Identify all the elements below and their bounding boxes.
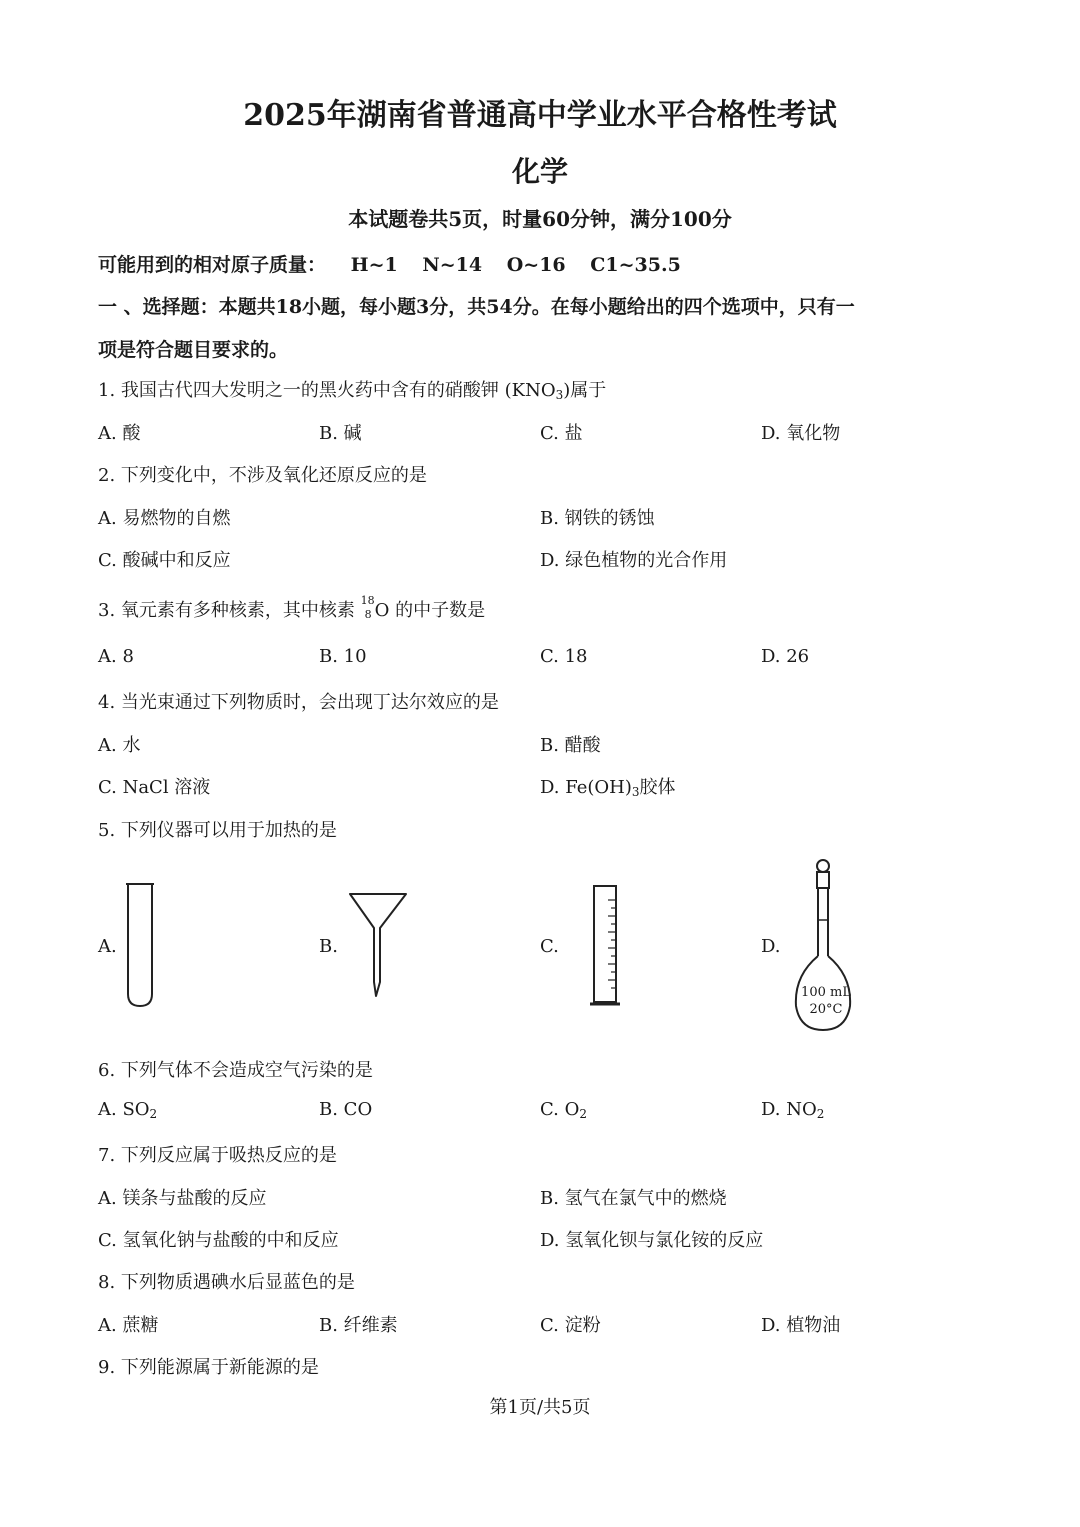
q3-option-c[interactable]: C. 18 <box>540 646 588 667</box>
exam-title: 2025年湖南省普通高中学业水平合格性考试 <box>243 98 837 133</box>
isotope-mass-number: 18 <box>360 594 375 607</box>
q4-option-c[interactable]: C. NaCl 溶液 <box>98 777 211 798</box>
atomic-mass-n: N~14 <box>422 254 483 276</box>
q4-option-a[interactable]: A. 水 <box>98 735 141 756</box>
q2-option-c[interactable]: C. 酸碱中和反应 <box>98 550 231 571</box>
atomic-mass-label: 可能用到的相对原子质量： <box>98 254 327 276</box>
q7-option-b[interactable]: B. 氢气在氯气中的燃烧 <box>540 1188 727 1209</box>
q4-option-b[interactable]: B. 醋酸 <box>540 735 601 756</box>
q3-option-d[interactable]: D. 26 <box>761 646 810 667</box>
q8-option-b[interactable]: B. 纤维素 <box>319 1315 398 1336</box>
q2-option-a[interactable]: A. 易燃物的自燃 <box>98 508 231 529</box>
q7-option-c[interactable]: C. 氢氧化钠与盐酸的中和反应 <box>98 1230 339 1251</box>
section-heading-line2: 项是符合题目要求的。 <box>98 339 289 361</box>
q1-option-c[interactable]: C. 盐 <box>540 423 583 444</box>
q7-option-a[interactable]: A. 镁条与盐酸的反应 <box>98 1188 267 1209</box>
q1-option-d[interactable]: D. 氧化物 <box>761 423 841 444</box>
q8-option-c[interactable]: C. 淀粉 <box>540 1315 601 1336</box>
exam-info: 本试题卷共5页，时量60分钟，满分100分 <box>348 207 732 231</box>
section-heading-line1: 一 、选择题：本题共18小题，每小题3分，共54分。在每小题给出的四个选项中，只有一 <box>98 296 855 318</box>
atomic-mass-o: O~16 <box>506 254 566 276</box>
atomic-mass-line <box>98 250 681 277</box>
q3-option-b[interactable]: B. 10 <box>319 646 367 667</box>
graduated-cylinder-icon <box>586 880 626 1010</box>
question-1-stem <box>98 376 606 402</box>
question-5-stem: 5. 下列仪器可以用于加热的是 <box>98 820 337 841</box>
question-7-stem: 7. 下列反应属于吸热反应的是 <box>98 1145 337 1166</box>
isotope-atomic-number: 8 <box>364 608 372 621</box>
q6-option-c-text: C. O <box>540 1099 580 1120</box>
q4-option-d[interactable] <box>540 773 676 799</box>
q6-option-b[interactable]: B. CO <box>319 1099 373 1120</box>
q6-option-c-sub: 2 <box>579 1107 587 1121</box>
flask-volume-label: 100 mL <box>801 985 851 1000</box>
q4-option-d-formula: D. Fe(OH) <box>540 777 632 798</box>
q4-option-d-text: 胶体 <box>639 777 676 798</box>
q8-option-d[interactable]: D. 植物油 <box>761 1315 841 1336</box>
subject-title: 化学 <box>511 155 568 188</box>
q3-option-a[interactable]: A. 8 <box>98 646 134 667</box>
atomic-mass-h: H~1 <box>350 254 398 276</box>
question-9-stem: 9. 下列能源属于新能源的是 <box>98 1357 319 1378</box>
question-3-stem <box>98 596 485 622</box>
q6-option-d-text: D. NO <box>761 1099 817 1120</box>
q3-stem-end: 的中子数是 <box>395 600 486 621</box>
page-footer: 第1页/共5页 <box>489 1397 591 1418</box>
q1-stem-sub: 3 <box>555 388 564 402</box>
q1-stem-part: 1. 我国古代四大发明之一的黑火药中含有的硝酸钾 (KNO <box>98 380 556 401</box>
q5-option-b[interactable]: B. <box>319 936 338 957</box>
q6-option-d-sub: 2 <box>816 1107 825 1121</box>
question-8-stem: 8. 下列物质遇碘水后显蓝色的是 <box>98 1272 355 1293</box>
isotope-symbol: O <box>374 600 390 621</box>
q5-option-c[interactable]: C. <box>540 936 559 957</box>
q1-option-b[interactable]: B. 碱 <box>319 423 362 444</box>
q1-option-a[interactable]: A. 酸 <box>98 423 141 444</box>
isotope-notation <box>360 594 375 622</box>
test-tube-icon <box>118 876 162 1012</box>
q8-option-a[interactable]: A. 蔗糖 <box>98 1315 159 1336</box>
q5-option-a[interactable]: A. <box>98 936 117 957</box>
q2-option-b[interactable]: B. 钢铁的锈蚀 <box>540 508 655 529</box>
question-4-stem: 4. 当光束通过下列物质时，会出现丁达尔效应的是 <box>98 692 499 713</box>
q4-option-d-sub: 3 <box>631 785 640 799</box>
q6-option-a-text: A. SO <box>98 1099 150 1120</box>
q6-option-a-sub: 2 <box>149 1107 158 1121</box>
question-2-stem: 2. 下列变化中，不涉及氧化还原反应的是 <box>98 465 427 486</box>
question-6-stem: 6. 下列气体不会造成空气污染的是 <box>98 1060 373 1081</box>
funnel-icon <box>346 890 410 1002</box>
q6-option-a[interactable] <box>98 1099 157 1121</box>
q6-option-d[interactable] <box>761 1099 824 1121</box>
q2-option-d[interactable]: D. 绿色植物的光合作用 <box>540 550 728 571</box>
q3-stem-part: 3. 氧元素有多种核素，其中核素 <box>98 600 355 621</box>
q1-stem-end: )属于 <box>563 380 607 401</box>
q5-option-d[interactable]: D. <box>761 936 781 957</box>
flask-temp-label: 20°C <box>809 1002 843 1017</box>
q7-option-d[interactable]: D. 氢氧化钡与氯化铵的反应 <box>540 1230 764 1251</box>
q6-option-c[interactable] <box>540 1099 587 1121</box>
atomic-mass-cl: C1~35.5 <box>590 254 681 276</box>
